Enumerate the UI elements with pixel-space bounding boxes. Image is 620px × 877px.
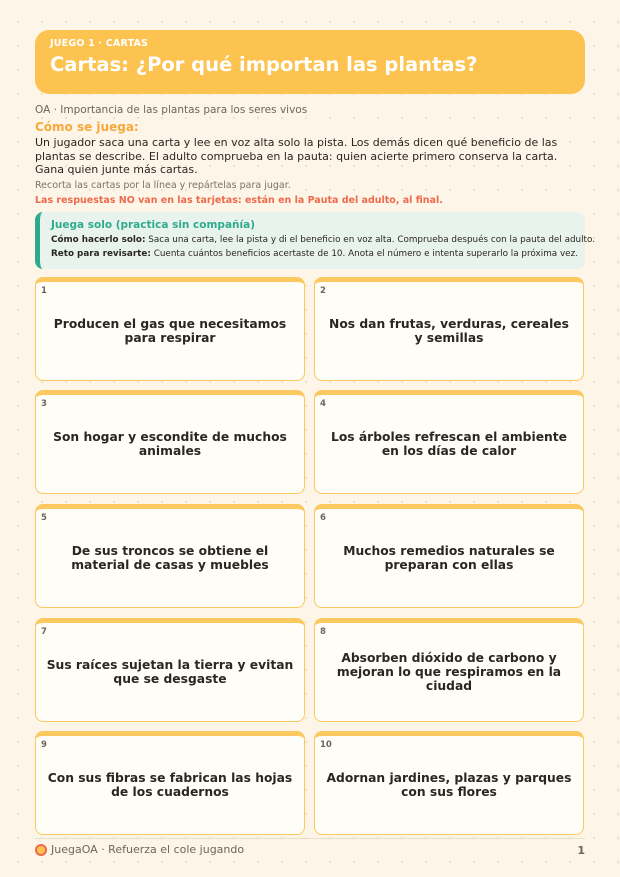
card-10 <box>314 731 584 835</box>
card-3 <box>35 390 305 494</box>
solo-challenge-line <box>51 249 578 259</box>
card-clue: Los árboles refrescan el ambiente en los días de calor <box>330 430 568 458</box>
card-5 <box>35 504 305 608</box>
card-number: 3 <box>41 399 47 409</box>
answers-warning: Las respuestas NO van en las tarjetas: están en la Pauta del adulto, al final. <box>35 195 443 206</box>
page-header <box>35 30 585 94</box>
learning-objective: OA · Importancia de las plantas para los seres vivos <box>35 104 308 116</box>
card-number: 9 <box>41 740 47 750</box>
card-8 <box>314 618 584 722</box>
page-number: 1 <box>577 844 585 857</box>
card-clue: Producen el gas que necesitamos para respirar <box>53 317 287 345</box>
card-number: 2 <box>320 286 326 296</box>
logo-icon <box>35 844 47 856</box>
card-clue: De sus troncos se obtiene el material de casas y muebles <box>71 544 269 572</box>
card-9 <box>35 731 305 835</box>
card-2 <box>314 277 584 381</box>
card-number: 1 <box>41 286 47 296</box>
card-clue: Nos dan frutas, verduras, cereales y semillas <box>329 317 569 345</box>
card-number: 5 <box>41 513 47 523</box>
card-4 <box>314 390 584 494</box>
card-clue: Muchos remedios naturales se preparan con ellas <box>343 544 555 572</box>
card-number: 4 <box>320 399 326 409</box>
card-number: 6 <box>320 513 326 523</box>
footer-brand <box>35 843 244 856</box>
card-clue: Absorben dióxido de carbono y mejoran lo que respiramos en la ciudad <box>336 651 562 693</box>
cut-note: Recorta las cartas por la línea y repártelas para jugar. <box>35 180 291 191</box>
card-number: 10 <box>320 740 332 750</box>
card-1 <box>35 277 305 381</box>
card-6 <box>314 504 584 608</box>
footer-divider <box>35 838 585 839</box>
solo-challenge-label: Reto para revisarte: <box>51 249 151 259</box>
solo-title: Juega solo (practica sin compañía) <box>51 219 255 231</box>
card-7 <box>35 618 305 722</box>
footer-brand-text: JuegaOA · Refuerza el cole jugando <box>51 843 245 856</box>
card-clue: Sus raíces sujetan la tierra y evitan que se desgaste <box>46 658 294 686</box>
solo-how-line <box>51 235 596 245</box>
how-to-play-title: Cómo se juega: <box>35 120 139 134</box>
page-title: Cartas: ¿Por qué importan las plantas? <box>50 53 478 76</box>
solo-how-label: Cómo hacerlo solo: <box>51 235 146 245</box>
solo-how-text: Saca una carta, lee la pista y di el beneficio en voz alta. Comprueba después con la pauta del adulto. <box>148 235 596 245</box>
card-clue: Con sus fibras se fabrican las hojas de los cuadernos <box>47 771 293 799</box>
card-clue: Adornan jardines, plazas y parques con sus flores <box>326 771 572 799</box>
game-eyebrow: JUEGO 1 · CARTAS <box>50 38 149 49</box>
card-number: 7 <box>41 627 47 637</box>
card-clue: Son hogar y escondite de muchos animales <box>53 430 287 458</box>
solo-play-box <box>35 212 596 269</box>
how-to-play-text: Un jugador saca una carta y lee en voz alta solo la pista. Los demás dicen qué beneficio de las plantas se describe. El adulto comprueba en la pauta: quien acierte primero conserva la carta. Gana quien junte más cartas. <box>35 136 558 176</box>
card-number: 8 <box>320 627 326 637</box>
solo-challenge-text: Cuenta cuántos beneficios acertaste de 10. Anota el número e intenta superarlo la próxima vez. <box>153 249 578 259</box>
